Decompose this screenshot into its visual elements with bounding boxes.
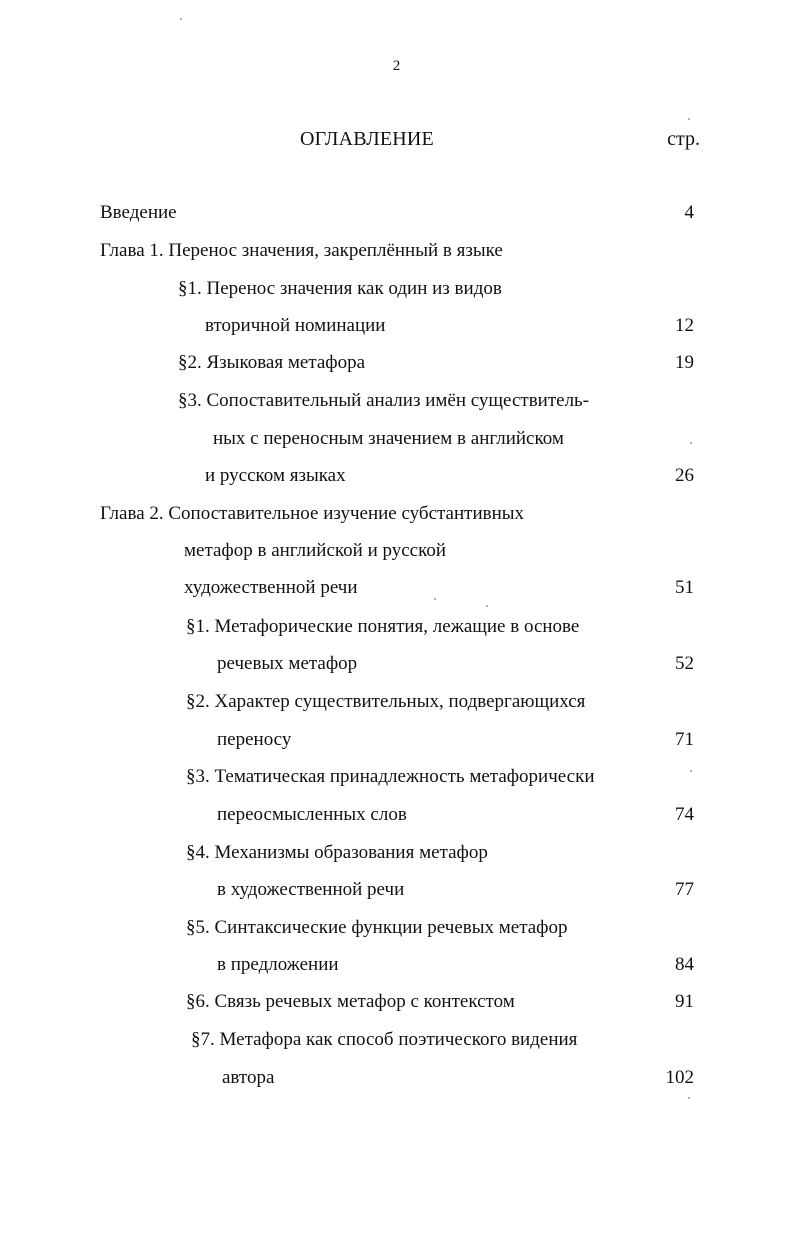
toc-entry-ch2-sec2: §2. Характер существительных, подвергающихся xyxy=(186,691,586,712)
toc-page-ch2-sec3: 74 xyxy=(675,804,694,825)
toc-entry-intro: Введение xyxy=(100,202,177,223)
toc-entry-ch1-sec1-cont: вторичной номинации xyxy=(205,315,386,336)
toc-entry-ch1-sec3: §3. Сопоставительный анализ имён существитель- xyxy=(178,390,590,411)
scan-speck xyxy=(690,770,692,772)
toc-entry-ch2-sec2-cont: переносу xyxy=(217,729,292,750)
toc-entry-ch2-sec5: §5. Синтаксические функции речевых метафор xyxy=(186,917,568,938)
scan-speck xyxy=(690,442,692,444)
toc-entry-chapter-2-cont1: метафор в английской и русской xyxy=(184,540,447,561)
toc-entry-ch2-sec5-cont: в предложении xyxy=(217,954,339,975)
toc-entry-ch1-sec3-cont1: ных с переносным значением в английском xyxy=(213,428,564,449)
toc-entry-ch2-sec1: §1. Метафорические понятия, лежащие в основе xyxy=(186,616,580,637)
toc-entry-ch2-sec3: §3. Тематическая принадлежность метафорически xyxy=(186,766,595,787)
scan-speck xyxy=(688,118,690,120)
toc-entry-ch2-sec6: §6. Связь речевых метафор с контекстом xyxy=(186,991,515,1012)
toc-page-intro: 4 xyxy=(684,202,694,223)
toc-page-ch1-sec3: 26 xyxy=(675,465,694,486)
toc-entry-ch1-sec3-cont2: и русском языках xyxy=(205,465,346,486)
toc-entry-ch2-sec4: §4. Механизмы образования метафор xyxy=(186,842,488,863)
scan-speck xyxy=(434,598,436,600)
toc-page-ch2-sec1: 52 xyxy=(675,653,694,674)
toc-title: ОГЛАВЛЕНИЕ xyxy=(300,128,434,150)
toc-page-ch2-sec6: 91 xyxy=(675,991,694,1012)
toc-page-ch2-sec7: 102 xyxy=(665,1067,694,1088)
toc-entry-chapter-2: Глава 2. Сопоставительное изучение субстантивных xyxy=(100,503,525,524)
scan-speck xyxy=(180,18,182,20)
toc-entry-chapter-2-cont2: художественной речи xyxy=(184,577,358,598)
toc-entry-ch2-sec4-cont: в художественной речи xyxy=(217,879,405,900)
toc-page-ch2-sec4: 77 xyxy=(675,879,694,900)
page-number: 2 xyxy=(392,58,401,74)
toc-entry-ch1-sec2: §2. Языковая метафора xyxy=(178,352,366,373)
toc-page-chapter-2: 51 xyxy=(675,577,694,598)
toc-entry-ch1-sec1: §1. Перенос значения как один из видов xyxy=(178,278,502,299)
toc-entry-ch2-sec7-cont: автора xyxy=(222,1067,275,1088)
toc-page-ch1-sec1: 12 xyxy=(675,315,694,336)
toc-entry-ch2-sec7: §7. Метафора как способ поэтического видения xyxy=(191,1029,578,1050)
toc-page-ch2-sec5: 84 xyxy=(675,954,694,975)
toc-entry-ch2-sec1-cont: речевых метафор xyxy=(217,653,358,674)
scan-speck xyxy=(688,1097,690,1099)
toc-page-ch1-sec2: 19 xyxy=(675,352,694,373)
scan-speck xyxy=(486,605,488,607)
toc-page-ch2-sec2: 71 xyxy=(675,729,694,750)
toc-entry-ch2-sec3-cont: переосмысленных слов xyxy=(217,804,407,825)
page-column-header: стр. xyxy=(667,128,700,150)
toc-entry-chapter-1: Глава 1. Перенос значения, закреплённый в языке xyxy=(100,240,503,261)
